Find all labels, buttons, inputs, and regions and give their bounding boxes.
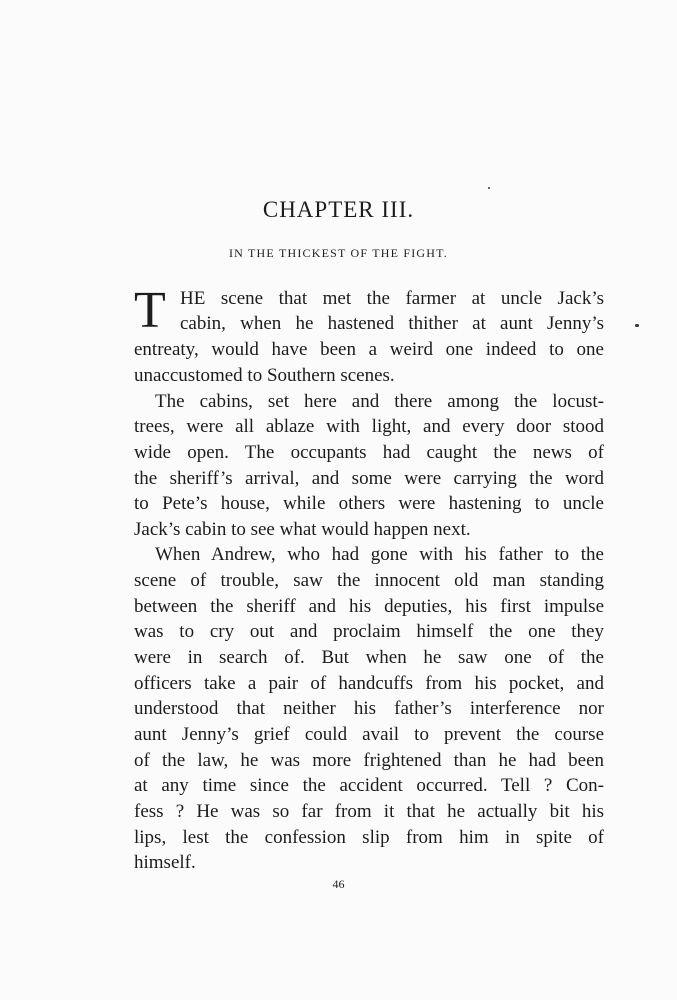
drop-cap: T bbox=[134, 282, 166, 339]
text-line: scene of trouble, saw the innocent old man standing bbox=[134, 570, 604, 591]
ink-speck bbox=[488, 187, 490, 189]
text-line: HE scene that met the farmer at uncle Jack’s bbox=[180, 288, 604, 309]
text-line: the sheriff’s arrival, and some were carrying the word bbox=[134, 468, 604, 489]
text-line: trees, were all ablaze with light, and every door stood bbox=[134, 416, 604, 437]
ink-speck bbox=[635, 324, 639, 327]
text-line: The cabins, set here and there among the locust- bbox=[155, 391, 604, 412]
text-line: between the sheriff and his deputies, his first impulse bbox=[134, 596, 604, 617]
text-line: wide open. The occupants had caught the news of bbox=[134, 442, 604, 463]
text-line: of the law, he was more frightened than he had been bbox=[134, 750, 604, 771]
text-line: cabin, when he hastened thither at aunt Jenny’s bbox=[180, 313, 604, 334]
chapter-title: CHAPTER III. bbox=[262, 197, 415, 222]
text-line: at any time since the accident occurred. Tell ? Con- bbox=[134, 775, 604, 796]
text-line: himself. bbox=[134, 852, 196, 873]
page-number: 46 bbox=[332, 877, 345, 891]
text-line: was to cry out and proclaim himself the one they bbox=[134, 621, 604, 642]
text-line: When Andrew, who had gone with his father to the bbox=[155, 544, 604, 565]
text-line: understood that neither his father’s interference nor bbox=[134, 698, 604, 719]
text-line: were in search of. But when he saw one of the bbox=[134, 647, 604, 668]
text-line: officers take a pair of handcuffs from his pocket, and bbox=[134, 673, 604, 694]
text-line: fess ? He was so far from it that he actually bit his bbox=[134, 801, 604, 822]
text-line: entreaty, would have been a weird one indeed to one bbox=[134, 339, 604, 360]
text-line: Jack’s cabin to see what would happen next. bbox=[134, 519, 471, 540]
text-line: to Pete’s house, while others were hastening to uncle bbox=[134, 493, 604, 514]
text-line: unaccustomed to Southern scenes. bbox=[134, 365, 395, 386]
chapter-subtitle: IN THE THICKEST OF THE FIGHT. bbox=[228, 246, 449, 260]
text-line: lips, lest the confession slip from him in spite of bbox=[134, 827, 604, 848]
text-line: aunt Jenny’s grief could avail to prevent the course bbox=[134, 724, 604, 745]
